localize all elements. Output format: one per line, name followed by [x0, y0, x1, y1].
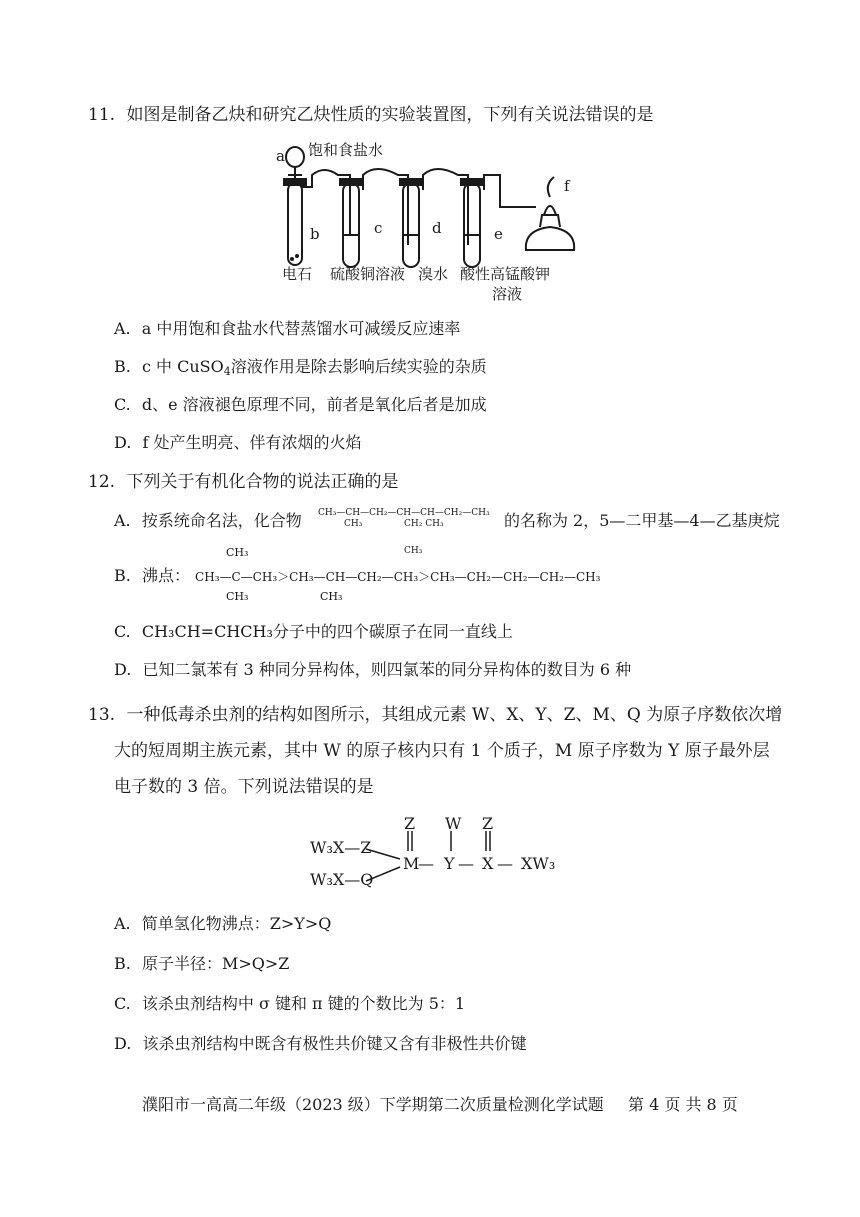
q13-option-d[interactable]: D. 该杀虫剂结构中既含有极性共价键又含有非极性共价键 [114, 1034, 527, 1053]
structure-z2: Z [482, 814, 494, 833]
structure-left-top: W₃X—Z [310, 838, 372, 857]
structure-z1: Z [404, 814, 416, 833]
q11-option-a[interactable]: A. a 中用饱和食盐水代替蒸馏水可减缓反应速率 [114, 319, 461, 338]
structure-right: XW₃ [521, 854, 556, 873]
q11-apparatus-figure [268, 135, 608, 305]
q13-option-b[interactable]: B. 原子半径：M>Q>Z [114, 954, 290, 973]
label-d: d [432, 219, 442, 237]
structure-bond-y-x: — [458, 854, 474, 873]
q13-stem-line2: 大的短周期主族元素，其中 W 的原子核内只有 1 个质子，M 原子序数为 Y 原子最外层 [114, 741, 770, 761]
label-saturated-brine: 饱和食盐水 [308, 141, 384, 159]
q11-stem-text: 如图是制备乙炔和研究乙炔性质的实验装置图，下列有关说法错误的是 [126, 105, 654, 125]
label-bromine-water: 溴水 [418, 265, 449, 283]
label-c: c [374, 219, 383, 237]
q12-option-b[interactable]: B. 沸点： CH₃—C—CH₃＞CH₃—CH—CH₂—CH₃＞CH₃—CH₂—CH₂—CH₂—CH₃ [114, 566, 601, 585]
label-kmno4-line1: 酸性高锰酸钾 [460, 265, 551, 283]
structure-w: W [445, 814, 462, 833]
q12-formula-b: CH₃—C—CH₃＞CH₃—CH—CH₂—CH₃＞CH₃—CH₂—CH₂—CH₂—CH₃ [195, 570, 601, 584]
label-f: f [564, 177, 570, 195]
footer-page-number: 第 4 页 共 8 页 [628, 1095, 738, 1114]
structure-atom-m: M [403, 854, 420, 873]
structure-atom-x: X [482, 854, 494, 873]
q12-option-c[interactable]: C. CH₃CH=CHCH₃分子中的四个碳原子在同一直线上 [114, 622, 513, 641]
label-e: e [494, 225, 503, 243]
footer-title: 濮阳市一高高二年级（2023 级）下学期第二次质量检测化学试题 [142, 1095, 604, 1114]
q13-option-a[interactable]: A. 简单氢化物沸点：Z>Y>Q [114, 914, 332, 933]
label-a: a [276, 147, 285, 165]
q12-option-d[interactable]: D. 已知二氯苯有 3 种同分异构体，则四氯苯的同分异构体的数目为 6 种 [114, 660, 632, 679]
structure-bond-m-y: — [418, 854, 434, 873]
q12-option-a[interactable]: A. 按系统命名法，化合物 的名称为 2，5—二甲基—4—乙基庚烷 [114, 511, 780, 530]
q13-option-c[interactable]: C. 该杀虫剂结构中 σ 键和 π 键的个数比为 5：1 [114, 994, 466, 1013]
structure-bond-x-xw3: — [497, 854, 513, 873]
structure-left-bottom: W₃X—Q [310, 870, 374, 889]
q12-formula-b-top: CH₃ [226, 546, 249, 559]
q12-stem: 12. 下列关于有机化合物的说法正确的是 [88, 472, 399, 492]
q11-number: 11. [88, 105, 116, 125]
structure-atom-y: Y [444, 854, 455, 873]
q13-stem-line3: 电子数的 3 倍。下列说法错误的是 [114, 777, 374, 797]
label-copper-sulfate: 硫酸铜溶液 [330, 265, 406, 283]
q11-option-c[interactable]: C. d、e 溶液褪色原理不同，前者是氧化后者是加成 [114, 395, 487, 414]
q11-stem [88, 104, 653, 126]
page-footer [142, 1092, 738, 1115]
label-calcium-carbide: 电石 [282, 265, 313, 283]
label-b: b [310, 225, 320, 243]
q13-structure-diagram [300, 813, 580, 893]
q11-option-d[interactable]: D. f 处产生明亮、伴有浓烟的火焰 [114, 433, 362, 452]
q13-stem-line1: 13. 一种低毒杀虫剂的结构如图所示，其组成元素 W、X、Y、Z、M、Q 为原子序数依次增 [88, 705, 783, 725]
label-kmno4-line2: 溶液 [492, 285, 523, 303]
q11-option-b[interactable]: B. c 中 CuSO$_4$溶液作用是除去影响后续实验的杂质 [114, 357, 487, 378]
q12-formula-a: CH₃—CH—CH₂—CH—CH—CH₂—CH₃ CH₃ CH₂ CH₃ CH₃ [318, 508, 490, 556]
